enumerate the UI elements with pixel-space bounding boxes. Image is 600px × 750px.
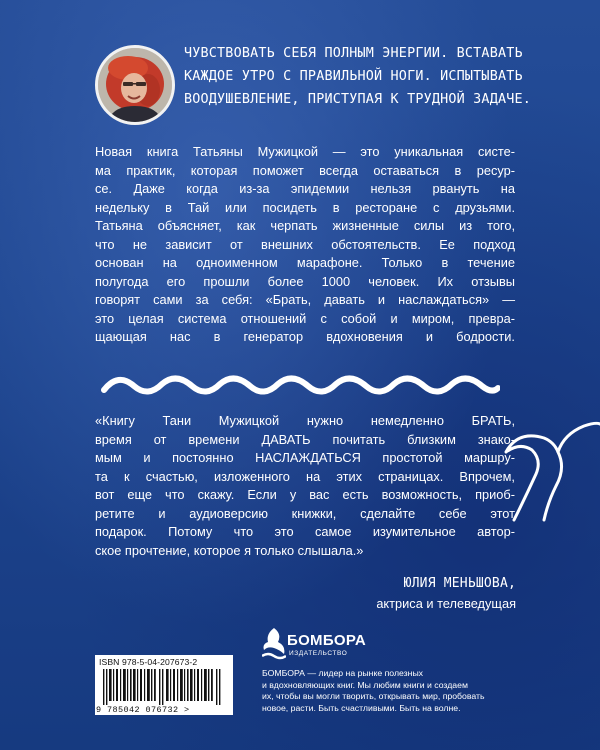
quote-line: та к счастью, изложенного на этих страницах. Впрочем, [95,468,515,484]
tagline [184,42,531,111]
description-line: Татьяна объясняет, как черпать жизненные силы из того, [95,218,515,233]
quote-line: мым и постоянно НАСЛАЖДАТЬСЯ простотой маршру- [95,450,515,465]
description-line: ма практик, которая поможет всегда оставаться в ресур- [95,162,515,178]
bombora-logo-icon [262,628,286,665]
publisher-about-line: БОМБОРА — лидер на рынке полезных [262,668,424,678]
quote-line: «Книгу Тани Мужицкой нужно немедленно БРАТЬ, [95,413,515,428]
book-description [95,143,515,347]
description-line: Новая книга Татьяны Мужицкой — это уникальная систе- [95,144,515,159]
description-line: щающая нас в генератор вдохновения и бодрости. [95,329,515,344]
tagline-line: КАЖДОЕ УТРО С ПРАВИЛЬНОЙ НОГИ. ИСПЫТЫВАТЬ [184,69,523,84]
barcode-panel [95,655,233,715]
quote-line: время от времени ДАВАТЬ почитать близким знако- [95,431,515,447]
tagline-line: ВООДУШЕВЛЕНИЕ, ПРИСТУПАЯ К ТРУДНОЙ ЗАДАЧЕ. [184,92,531,107]
publisher-about-line: новое, расти. Быть счастливыми. Быть на волне. [262,702,461,713]
publisher-subtitle: ИЗДАТЕЛЬСТВО [289,650,348,657]
description-line: недельку в Тай или посидеть в ресторане с друзьями. [95,199,515,215]
author-avatar [95,45,175,125]
quote-line: ское прочтение, которое я только слышала.» [95,542,364,558]
publisher-about-line: их, чтобы вы могли творить, открывать мир, пробовать [262,691,485,702]
quote-line: вот еще что скажу. Если у вас есть возможность, приоб- [95,487,515,502]
barcode-digits: 9 785042 076732 > [96,705,190,715]
tagline-line: ЧУВСТВОВАТЬ СЕБЯ ПОЛНЫМ ЭНЕРГИИ. ВСТАВАТЬ [184,46,523,61]
quote-author-role: актриса и телеведущая [376,596,516,611]
publisher-about-line: и вдохновляющих книг. Мы любим книги и создаем [262,679,468,690]
author-portrait-icon [98,48,172,122]
description-line: это целая система отношений с собой и миром, превра- [95,310,515,326]
description-line: полугода его прошли более 1000 человек. Их отзывы [95,273,515,289]
publisher-about [262,668,502,714]
quote-line: ретите и аудиоверсию книжки, сделайте себе этот [95,505,515,521]
whale-tail-icon [496,412,600,527]
description-line: се. Даже когда из-за эпидемии нельзя рвануть на [95,181,515,196]
review-quote [95,412,515,560]
isbn-label: ISBN 978-5-04-207673-2 [99,657,198,667]
description-line: говорят сами за себя: «Брать, давать и наслаждаться» — [95,292,515,307]
publisher-name: БОМБОРА [287,632,367,649]
quote-author: ЮЛИЯ МЕНЬШОВА, [403,576,516,591]
quote-line: подарок. Потому что это самое изумительное автор- [95,524,515,539]
wave-divider-icon [100,366,500,405]
barcode-icon [103,669,225,705]
description-line: что не зависит от внешних обстоятельств. Ее подход [95,236,515,252]
description-line: основан на одноименном марафоне. Только в течение [95,255,515,270]
